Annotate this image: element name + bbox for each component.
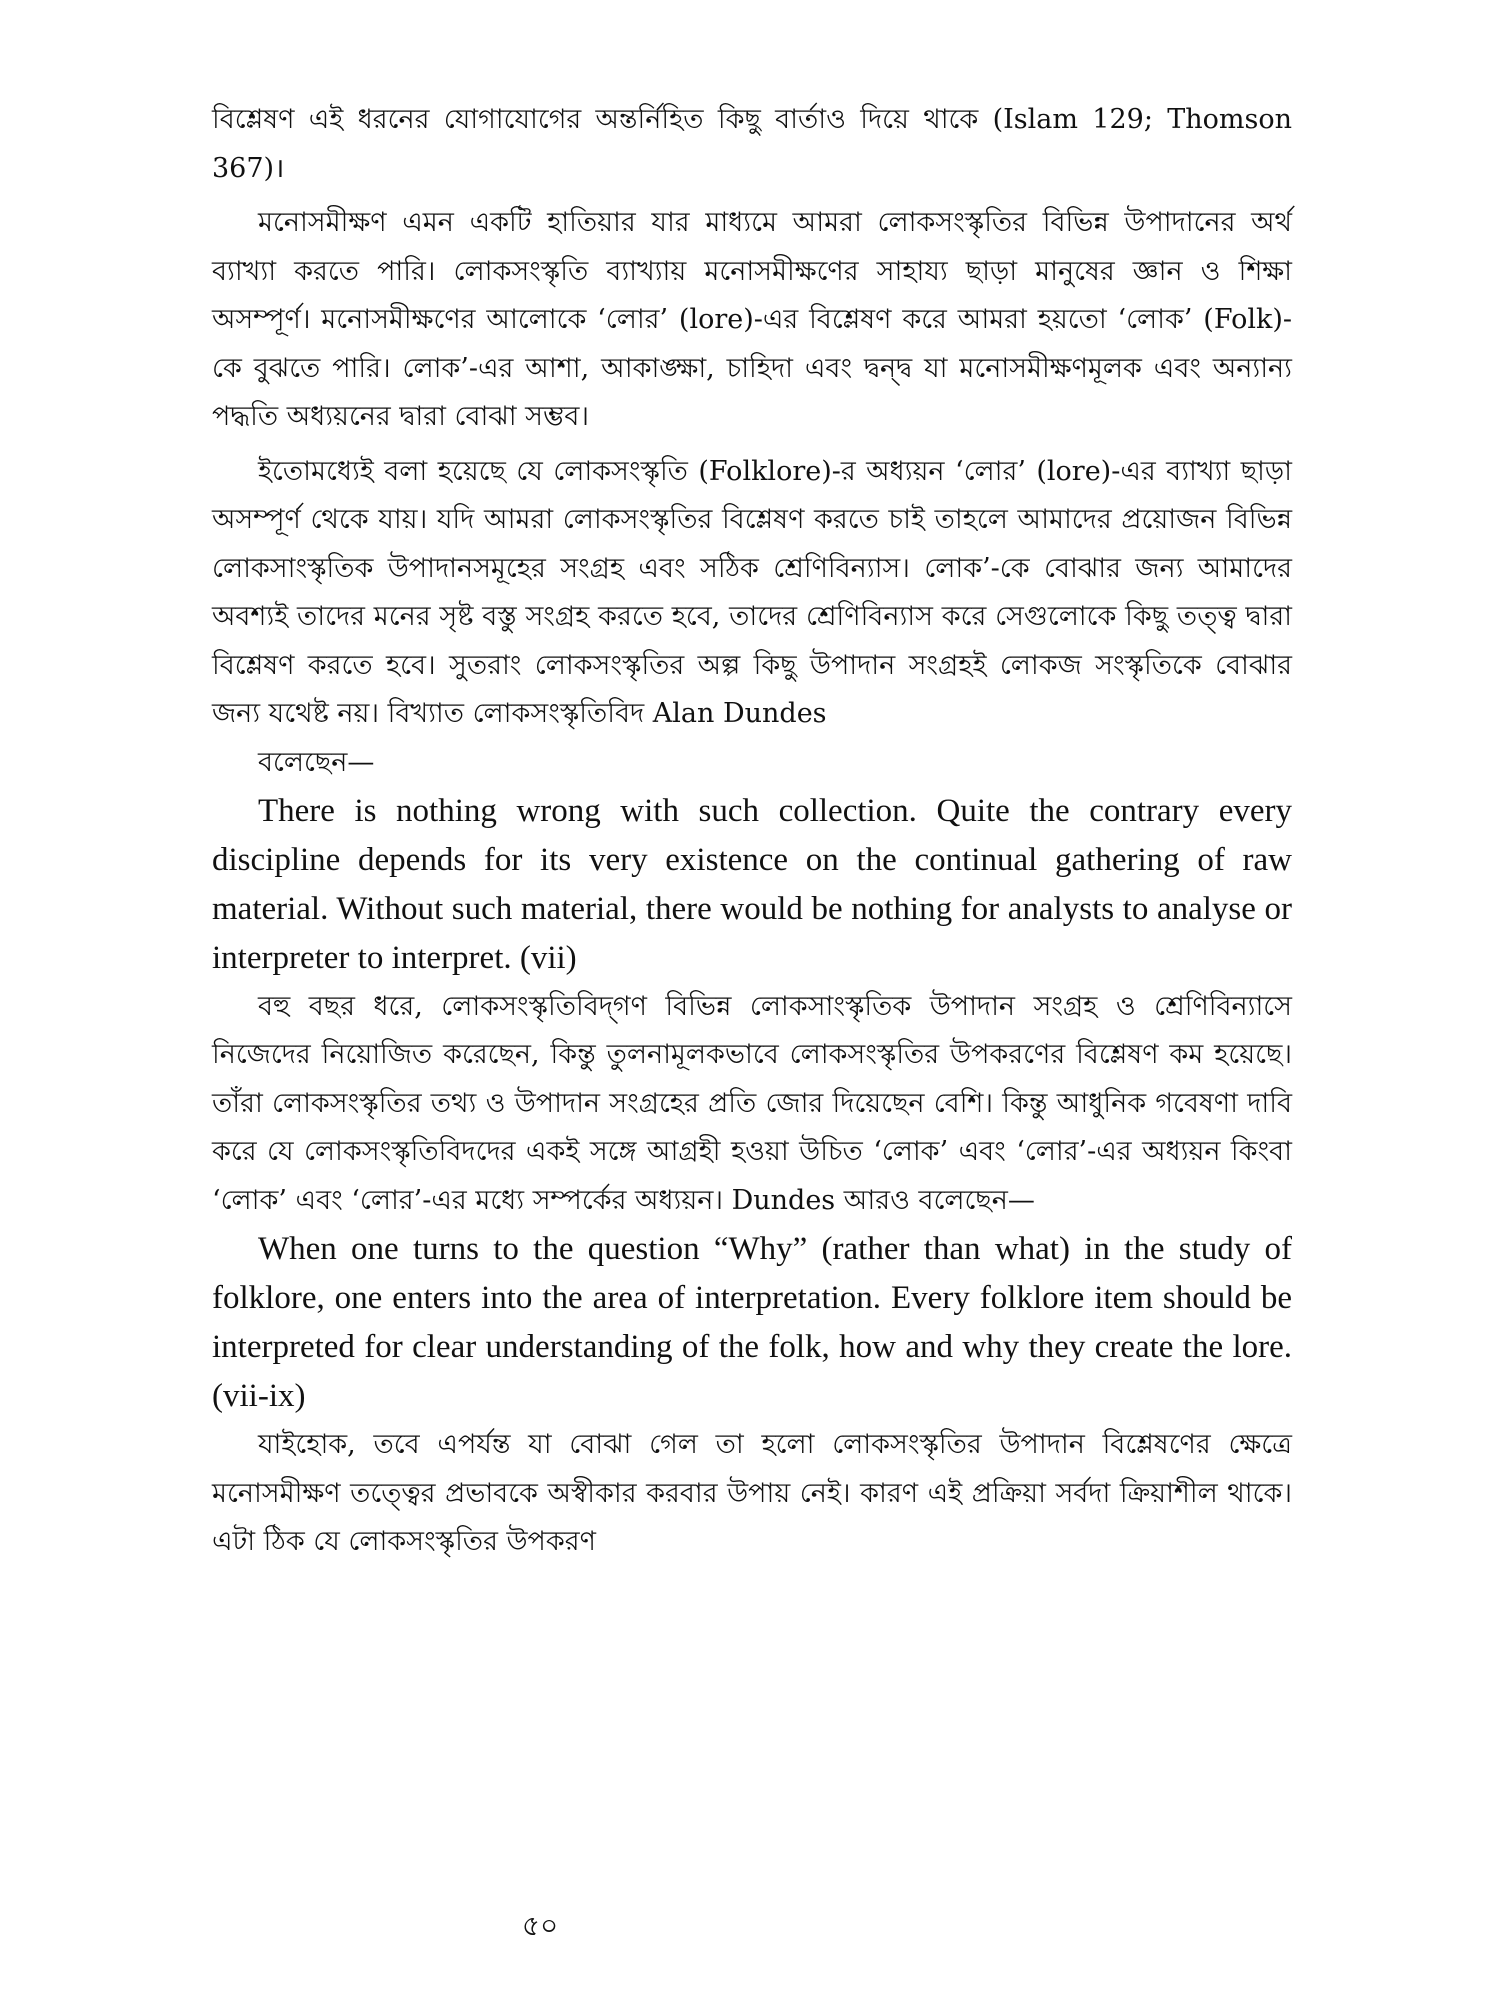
page-number: ৫০ xyxy=(521,1909,559,1942)
paragraph-psychoanalysis-tool: মনোসমীক্ষণ এমন একটি হাতিয়ার যার মাধ্যমে আমরা লোকসংস্কৃতির বিভিন্ন উপাদানের অর্থ ব্যাখ্যা করতে পারি। লোকসংস্কৃতি ব্যাখ্যায় মনোসমীক্ষণের সাহায্য ছাড়া মানুষের জ্ঞান ও শিক্ষা অসম্পূর্ণ। মনোসমীক্ষণের আলোকে ‘লোর’ (lore)-এর বিশ্লেষণ করে আমরা হয়তো ‘লোক’ (Folk)-কে বুঝতে পারি। লোক’-এর আশা, আকাঙ্ক্ষা, চাহিদা এবং দ্বন্দ্ব যা মনোসমীক্ষণমূলক এবং অন্যান্য পদ্ধতি অধ্যয়নের দ্বারা বোঝা সম্ভব। xyxy=(212,207,1292,432)
block-quote-dundes-collection: There is nothing wrong with such collection. Quite the contrary every discipline depends for its very existence on the continual gathering of raw material. Without such material, there would be nothing for analysts to analyse or interpreter to interpret. (vii) xyxy=(212,792,1292,976)
quote-introduction: বলেছেন— xyxy=(258,746,375,778)
paragraph-continuation: বিশ্লেষণ এই ধরনের যোগাযোগের অন্তর্নিহিত কিছু বার্তাও দিয়ে থাকে (Islam 129; Thomson 367)। xyxy=(212,104,1292,184)
paragraph-conclusion: যাইহোক, তবে এপর্যন্ত যা বোঝা গেল তা হলো লোকসংস্কৃতির উপাদান বিশ্লেষণের ক্ষেত্রে মনোসমীক্ষণ তত্ত্বের প্রভাবকে অস্বীকার করবার উপায় নেই। কারণ এই প্রক্রিয়া সর্বদা ক্রিয়াশীল থাকে। এটা ঠিক যে লোকসংস্কৃতির উপকরণ xyxy=(212,1429,1292,1557)
book-page xyxy=(212,96,1292,1946)
paragraph-folklore-study: ইতোমধ্যেই বলা হয়েছে যে লোকসংস্কৃতি (Folklore)-র অধ্যয়ন ‘লোর’ (lore)-এর ব্যাখ্যা ছাড়া অসম্পূর্ণ থেকে যায়। যদি আমরা লোকসংস্কৃতির বিশ্লেষণ করতে চাই তাহলে আমাদের প্রয়োজন বিভিন্ন লোকসাংস্কৃতিক উপাদানসমূহের সংগ্রহ এবং সঠিক শ্রেণিবিন্যাস। লোক’-কে বোঝার জন্য আমাদের অবশ্যই তাদের মনের সৃষ্ট বস্তু সংগ্রহ করতে হবে, তাদের শ্রেণিবিন্যাস করে সেগুলোকে কিছু তত্ত্ব দ্বারা বিশ্লেষণ করতে হবে। সুতরাং লোকসংস্কৃতির অল্প কিছু উপাদান সংগ্রহই লোকজ সংস্কৃতিকে বোঝার জন্য যথেষ্ট নয়। বিখ্যাত লোকসংস্কৃতিবিদ Alan Dundes xyxy=(212,455,1292,729)
paragraph-folklorists-collection: বহু বছর ধরে, লোকসংস্কৃতিবিদ্‌গণ বিভিন্ন লোকসাংস্কৃতিক উপাদান সংগ্রহ ও শ্রেণিবিন্যাসে নিজেদের নিয়োজিত করেছেন, কিন্তু তুলনামূলকভাবে লোকসংস্কৃতির উপকরণের বিশ্লেষণ কম হয়েছে। তাঁরা লোকসংস্কৃতির তথ্য ও উপাদান সংগ্রহের প্রতি জোর দিয়েছেন বেশি। কিন্তু আধুনিক গবেষণা দাবি করে যে লোকসংস্কৃতিবিদদের একই সঙ্গে আগ্রহী হওয়া উচিত ‘লোক’ এবং ‘লোর’-এর অধ্যয়ন কিংবা ‘লোক’ এবং ‘লোর’-এর মধ্যে সম্পর্কের অধ্যয়ন। Dundes আরও বলেছেন— xyxy=(212,990,1292,1216)
block-quote-dundes-interpretation: When one turns to the question “Why” (rather than what) in the study of folklore, one enters into the area of interpretation. Every folklore item should be interpreted for clear understanding of the folk, how and why they create the lore. (vii-ix) xyxy=(212,1231,1292,1414)
